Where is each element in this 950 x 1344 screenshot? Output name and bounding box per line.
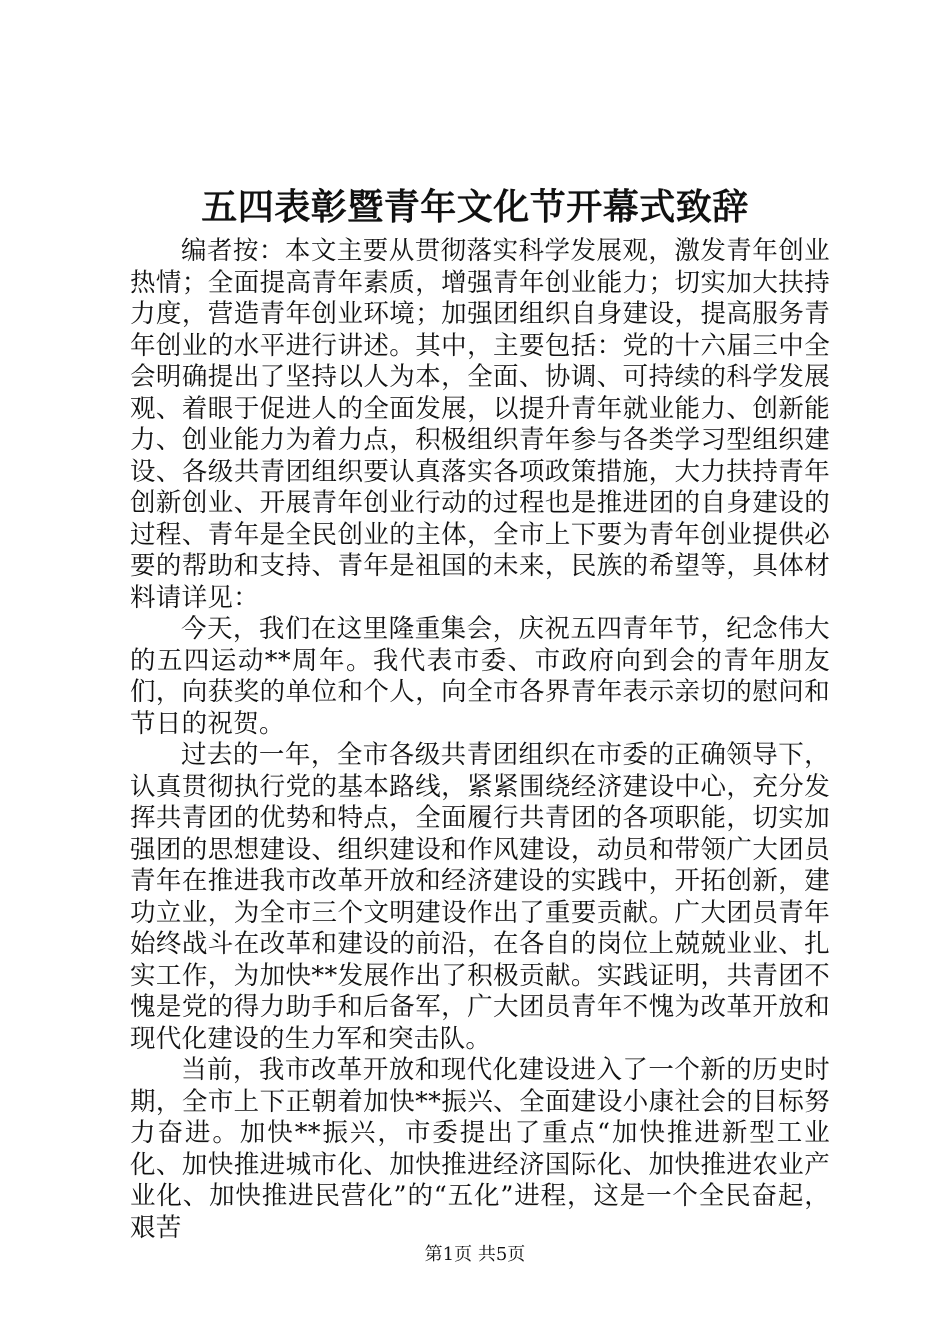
document-body (130, 236, 830, 1244)
body-paragraph: 今天，我们在这里隆重集会，庆祝五四青年节，纪念伟大的五四运动**周年。我代表市委、市政府向到会的青年朋友们，向获奖的单位和个人，向全市各界青年表示亲切的慰问和节日的祝贺。 (130, 614, 830, 739)
page-number-footer: 第1页 共5页 (424, 1244, 526, 1265)
body-paragraph: 过去的一年，全市各级共青团组织在市委的正确领导下，认真贯彻执行党的基本路线，紧紧围绕经济建设中心，充分发挥共青团的优势和特点，全面履行共青团的各项职能，切实加强团的思想建设、组织建设和作风建设，动员和带领广大团员青年在推进我市改革开放和经济建设的实践中，开拓创新，建功立业，为全市三个文明建设作出了重要贡献。广大团员青年始终战斗在改革和建设的前沿，在各自的岗位上兢兢业业、扎实工作，为加快**发展作出了积极贡献。实践证明，共青团不愧是党的得力助手和后备军，广大团员青年不愧为改革开放和现代化建设的生力军和突击队。 (130, 740, 830, 1054)
document-title: 五四表彰暨青年文化节开幕式致辞 (201, 186, 749, 228)
editor-note-paragraph: 编者按：本文主要从贯彻落实科学发展观，激发青年创业热情；全面提高青年素质，增强青年创业能力；切实加大扶持力度，营造青年创业环境；加强团组织自身建设，提高服务青年创业的水平进行讲述。其中，主要包括：党的十六届三中全会明确提出了坚持以人为本，全面、协调、可持续的科学发展观、着眼于促进人的全面发展，以提升青年就业能力、创新能力、创业能力为着力点，积极组织青年参与各类学习型组织建设、各级共青团组织要认真落实各项政策措施，大力扶持青年创新创业、开展青年创业行动的过程也是推进团的自身建设的过程、青年是全民创业的主体，全市上下要为青年创业提供必要的帮助和支持、青年是祖国的未来，民族的希望等，具体材料请详见： (130, 236, 830, 613)
body-paragraph: 当前，我市改革开放和现代化建设进入了一个新的历史时期，全市上下正朝着加快**振兴、全面建设小康社会的目标努力奋进。加快**振兴，市委提出了重点“加快推进新型工业化、加快推进城市化、加快推进经济国际化、加快推进农业产业化、加快推进民营化”的“五化”进程，这是一个全民奋起，艰苦 (130, 1055, 830, 1243)
